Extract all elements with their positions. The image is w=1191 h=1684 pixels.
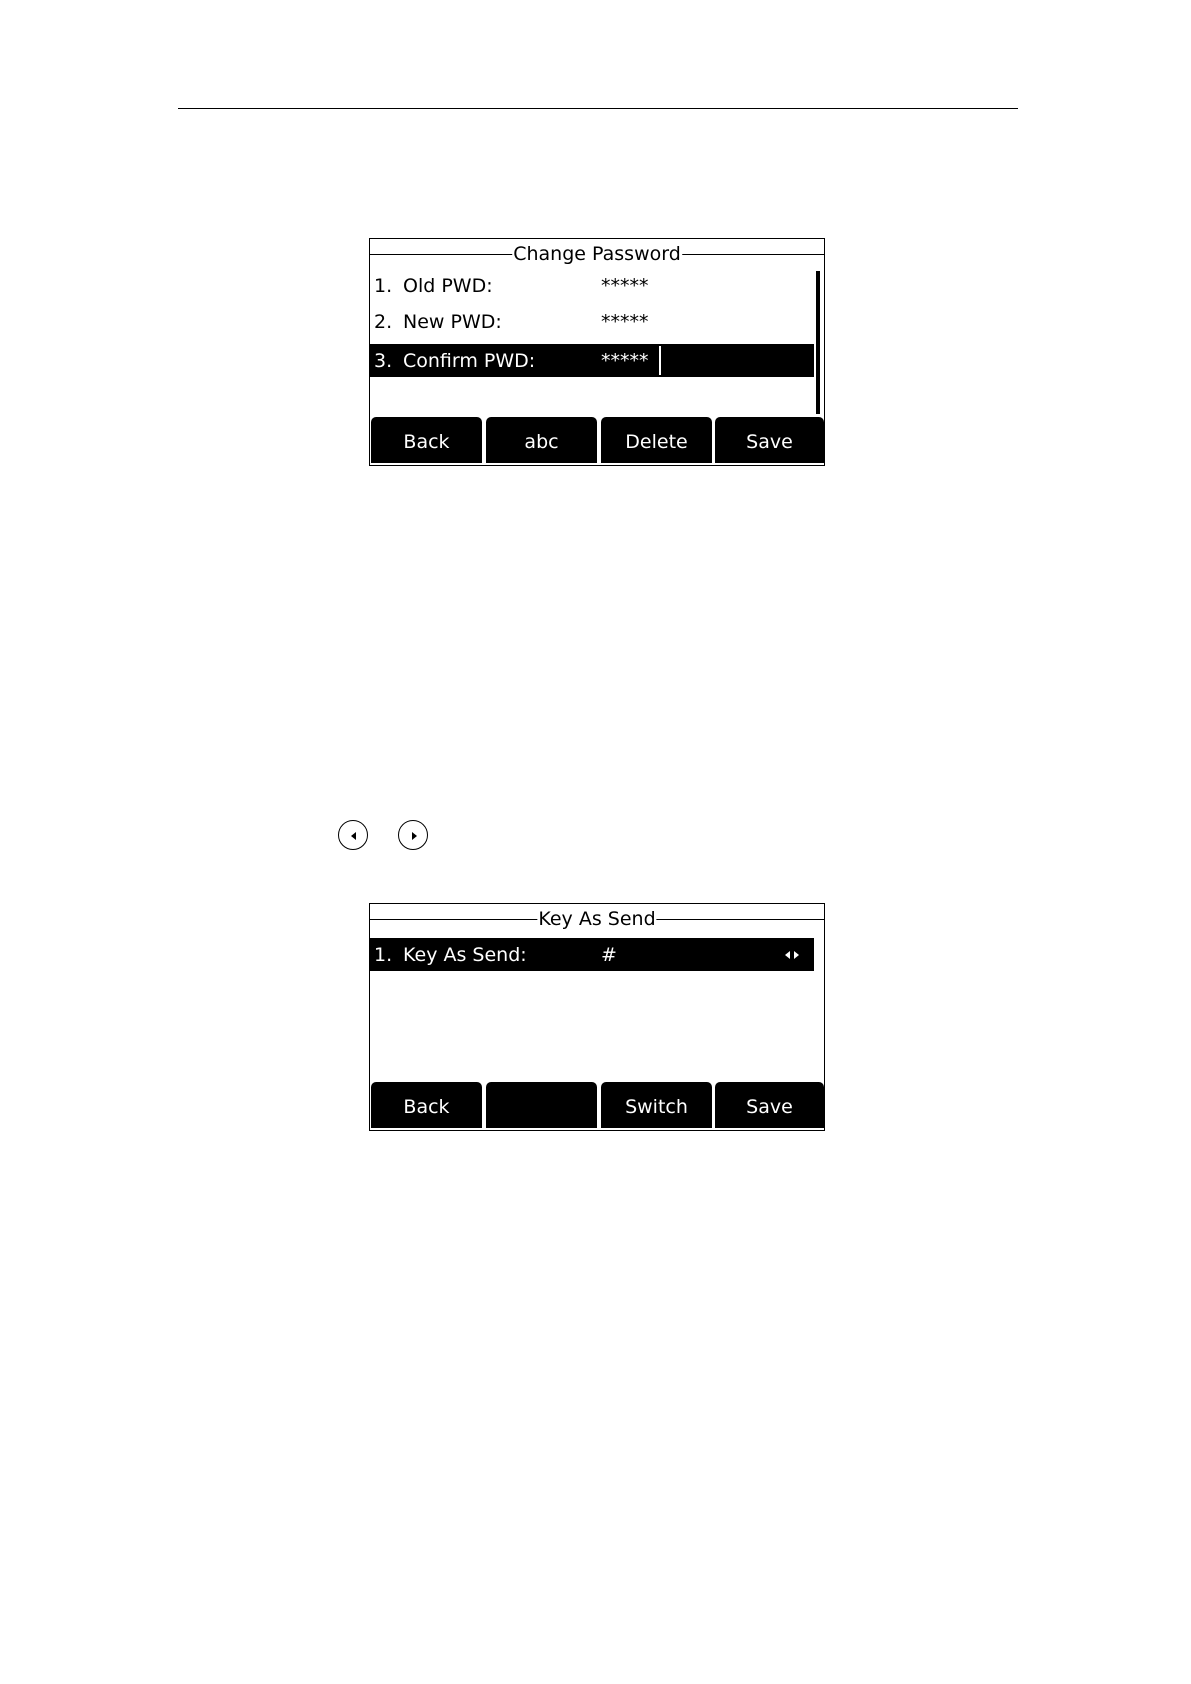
screen-title-bar xyxy=(370,906,824,932)
screen-title: Key As Send xyxy=(538,908,656,930)
item-number: 1. xyxy=(374,944,393,966)
new-pwd-field[interactable]: ***** xyxy=(601,311,649,333)
item-label: Confirm PWD: xyxy=(403,350,536,372)
right-navigation-key-icon xyxy=(398,820,428,850)
menu-item-old-pwd[interactable] xyxy=(370,269,814,302)
switch-softkey[interactable]: Switch xyxy=(601,1082,712,1128)
text-cursor xyxy=(659,346,661,375)
back-softkey[interactable]: Back xyxy=(371,1082,482,1128)
key-as-send-screen xyxy=(369,903,825,1131)
item-label: New PWD: xyxy=(403,311,502,333)
menu-item-new-pwd[interactable] xyxy=(370,305,814,338)
back-softkey[interactable]: Back xyxy=(371,417,482,463)
menu-item-confirm-pwd[interactable] xyxy=(370,344,814,377)
save-softkey[interactable]: Save xyxy=(715,1082,824,1128)
left-navigation-key-icon xyxy=(338,820,368,850)
key-as-send-value[interactable]: # xyxy=(601,944,617,966)
scrollbar[interactable] xyxy=(816,271,820,414)
item-number: 3. xyxy=(374,350,393,372)
menu-item-key-as-send[interactable] xyxy=(370,938,814,971)
save-softkey[interactable]: Save xyxy=(715,417,824,463)
item-number: 1. xyxy=(374,275,393,297)
item-label: Key As Send: xyxy=(403,944,527,966)
left-right-arrows-icon[interactable] xyxy=(784,944,800,966)
old-pwd-field[interactable]: ***** xyxy=(601,275,649,297)
screen-title-bar xyxy=(370,241,824,267)
item-label: Old PWD: xyxy=(403,275,493,297)
delete-softkey[interactable]: Delete xyxy=(601,417,712,463)
item-number: 2. xyxy=(374,311,393,333)
abc-softkey[interactable]: abc xyxy=(486,417,597,463)
confirm-pwd-field[interactable]: ***** xyxy=(601,350,649,372)
header-rule xyxy=(178,108,1018,109)
screen-title: Change Password xyxy=(513,243,681,265)
blank-softkey[interactable] xyxy=(486,1082,597,1128)
change-password-screen xyxy=(369,238,825,466)
